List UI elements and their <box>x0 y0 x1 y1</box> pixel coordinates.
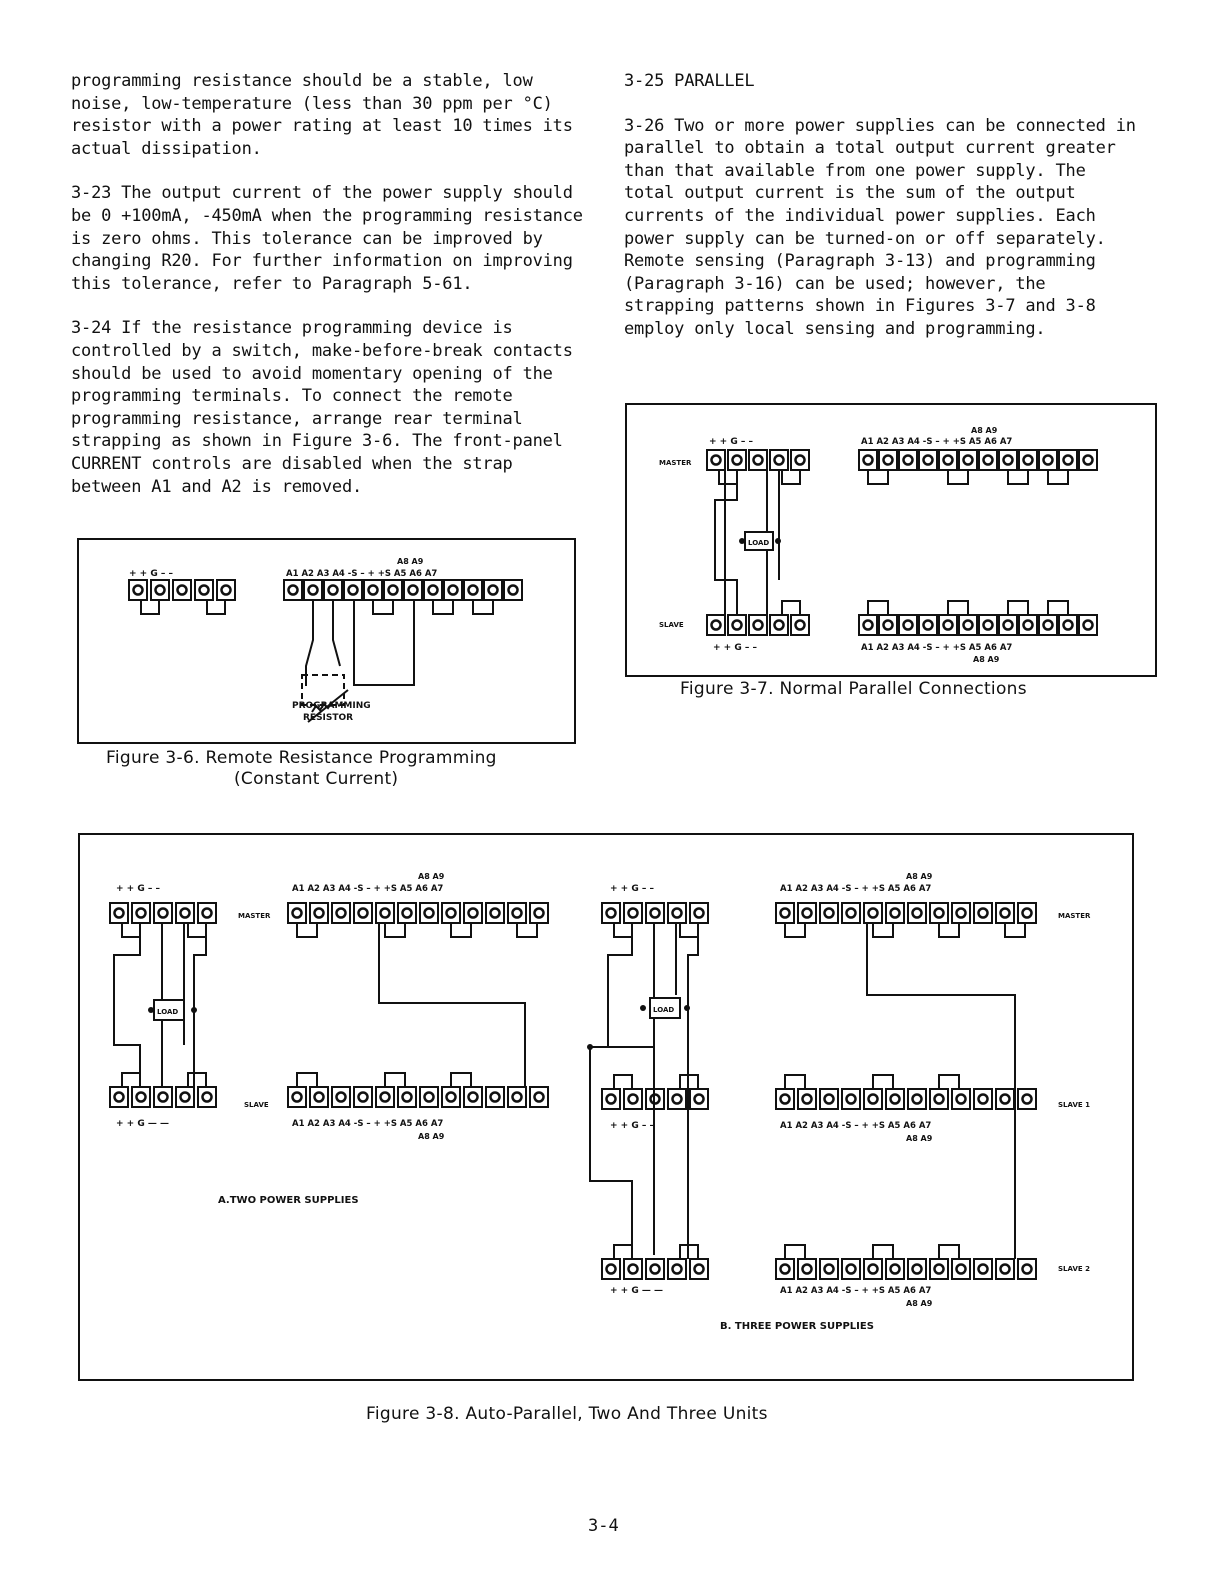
b-master-label: MASTER <box>1058 912 1091 920</box>
b-slave1-label: SLAVE 1 <box>1058 1101 1090 1109</box>
a-master-front-strip <box>110 903 216 923</box>
b-a8a9-top: A8 A9 <box>906 872 933 881</box>
paragraph-3-22-cont: programming resistance should be a stable, low noise, low-temperature (less than 30 ppm per °C) resistor with a power rating at least 10 times its actual dissipation. <box>71 71 573 159</box>
slave-rear-labels: A1 A2 A3 A4 -S – + +S A5 A6 A7 <box>861 643 1013 653</box>
a-a8a9-bottom: A8 A9 <box>418 1132 445 1141</box>
b-slave1-rear-strip <box>776 1089 1036 1109</box>
right-column <box>624 70 1139 363</box>
section-b-three-supplies <box>587 872 1091 1332</box>
a8-a9-label-bottom: A8 A9 <box>973 655 1000 664</box>
b-slave1-front-labels: + + G – – <box>610 1121 655 1131</box>
slave-rear-strip <box>859 601 1097 635</box>
figure-3-6-caption-2: (Constant Current) <box>234 769 399 789</box>
figure-3-7-diagram <box>627 405 1155 675</box>
section-b-title: B. THREE POWER SUPPLIES <box>720 1321 874 1332</box>
b-slave1-rear-labels: A1 A2 A3 A4 -S – + +S A5 A6 A7 <box>780 1121 932 1131</box>
b-master-rear-strip <box>776 903 1036 923</box>
slave-label: SLAVE <box>659 621 684 629</box>
a-a8a9-top: A8 A9 <box>418 872 445 881</box>
b-slave2-front-labels: + + G — — <box>610 1286 664 1296</box>
front-terminal-labels: + + G – – <box>129 569 174 579</box>
a-slave-label: SLAVE <box>244 1101 269 1109</box>
a-slave-front-strip <box>110 1087 216 1107</box>
programming-label-line2: RESISTOR <box>303 713 354 723</box>
section-a-title: A.TWO POWER SUPPLIES <box>218 1195 359 1206</box>
a-master-rear-labels: A1 A2 A3 A4 -S – + +S A5 A6 A7 <box>292 884 444 894</box>
slave-front-strip <box>707 601 809 635</box>
paragraph-3-24: 3-24 If the resistance programming device is controlled by a switch, make-before-break contacts should be used to avoid momentary opening of the programming terminals. To connect the remote programming resistance, arrange rear terminal strapping as shown in Figure 3-6. The front-panel CURRENT controls are disabled when the strap between A1 and A2 is removed. <box>71 318 573 497</box>
figure-3-8-caption: Figure 3-8. Auto-Parallel, Two And Three Units <box>366 1404 768 1424</box>
section-heading-parallel: 3-25 PARALLEL <box>624 71 755 91</box>
a-master-rear-strip <box>288 903 548 923</box>
b-slave2-label: SLAVE 2 <box>1058 1265 1090 1273</box>
master-rear-labels: A1 A2 A3 A4 -S – + +S A5 A6 A7 <box>861 437 1013 447</box>
a-load-label: LOAD <box>157 1008 179 1016</box>
b-master-front-labels: + + G – – <box>610 884 655 894</box>
a-slave-rear-labels: A1 A2 A3 A4 -S – + +S A5 A6 A7 <box>292 1119 444 1129</box>
slave-front-labels: + + G – – <box>713 643 758 653</box>
b-master-front-strip <box>602 903 708 923</box>
b-a8a9-mid: A8 A9 <box>906 1134 933 1143</box>
left-column <box>71 70 591 520</box>
front-terminal-strip <box>129 580 235 614</box>
master-rear-strip <box>859 450 1097 484</box>
figure-3-7-caption: Figure 3-7. Normal Parallel Connections <box>680 679 1027 699</box>
b-load-label: LOAD <box>653 1006 675 1014</box>
a8-a9-label-top: A8 A9 <box>971 426 998 435</box>
paragraph-3-26: 3-26 Two or more power supplies can be connected in parallel to obtain a total output current greater than that available from one power supply. The total output current is the sum of the output currents of the individual power supplies. Each power supply can be turned-on or off separately. Remote sensing (Paragraph 3-13) and programming (Paragraph 3-16) can be used; however, the strapping patterns shown in Figures 3-7 and 3-8 employ only local sensing and programming. <box>624 115 1136 339</box>
programming-label-line1: PROGRAMMING <box>292 701 371 711</box>
master-front-strip <box>707 450 809 484</box>
figure-3-6 <box>77 538 576 744</box>
a-master-front-labels: + + G – – <box>116 884 161 894</box>
b-slave2-rear-labels: A1 A2 A3 A4 -S – + +S A5 A6 A7 <box>780 1286 932 1296</box>
master-front-labels: + + G – – <box>709 437 754 447</box>
master-label: MASTER <box>659 459 692 467</box>
b-master-rear-labels: A1 A2 A3 A4 -S – + +S A5 A6 A7 <box>780 884 932 894</box>
load-label: LOAD <box>748 539 770 547</box>
paragraph-3-23: 3-23 The output current of the power supply should be 0 +100mA, -450mA when the programming resistance is zero ohms. This tolerance can be improved by changing R20. For further information on improving this tolerance, refer to Paragraph 5-61. <box>71 183 583 294</box>
a-slave-front-labels: + + G — — <box>116 1119 170 1129</box>
a-master-label: MASTER <box>238 912 271 920</box>
b-slave2-rear-strip <box>776 1259 1036 1279</box>
b-a8a9-bottom: A8 A9 <box>906 1299 933 1308</box>
a-slave-rear-strip <box>288 1087 548 1107</box>
a8-a9-label: A8 A9 <box>397 557 424 566</box>
page-number: 3-4 <box>588 1516 619 1536</box>
rear-terminal-labels: A1 A2 A3 A4 -S – + +S A5 A6 A7 <box>286 569 438 579</box>
figure-3-8-diagram <box>80 835 1132 1379</box>
figure-3-7 <box>625 403 1157 677</box>
b-slave2-front-strip <box>602 1259 708 1279</box>
figure-3-8 <box>78 833 1134 1381</box>
figure-3-6-caption-1: Figure 3-6. Remote Resistance Programming <box>106 748 497 768</box>
section-a-two-supplies <box>110 872 548 1206</box>
figure-3-6-diagram <box>79 540 574 742</box>
